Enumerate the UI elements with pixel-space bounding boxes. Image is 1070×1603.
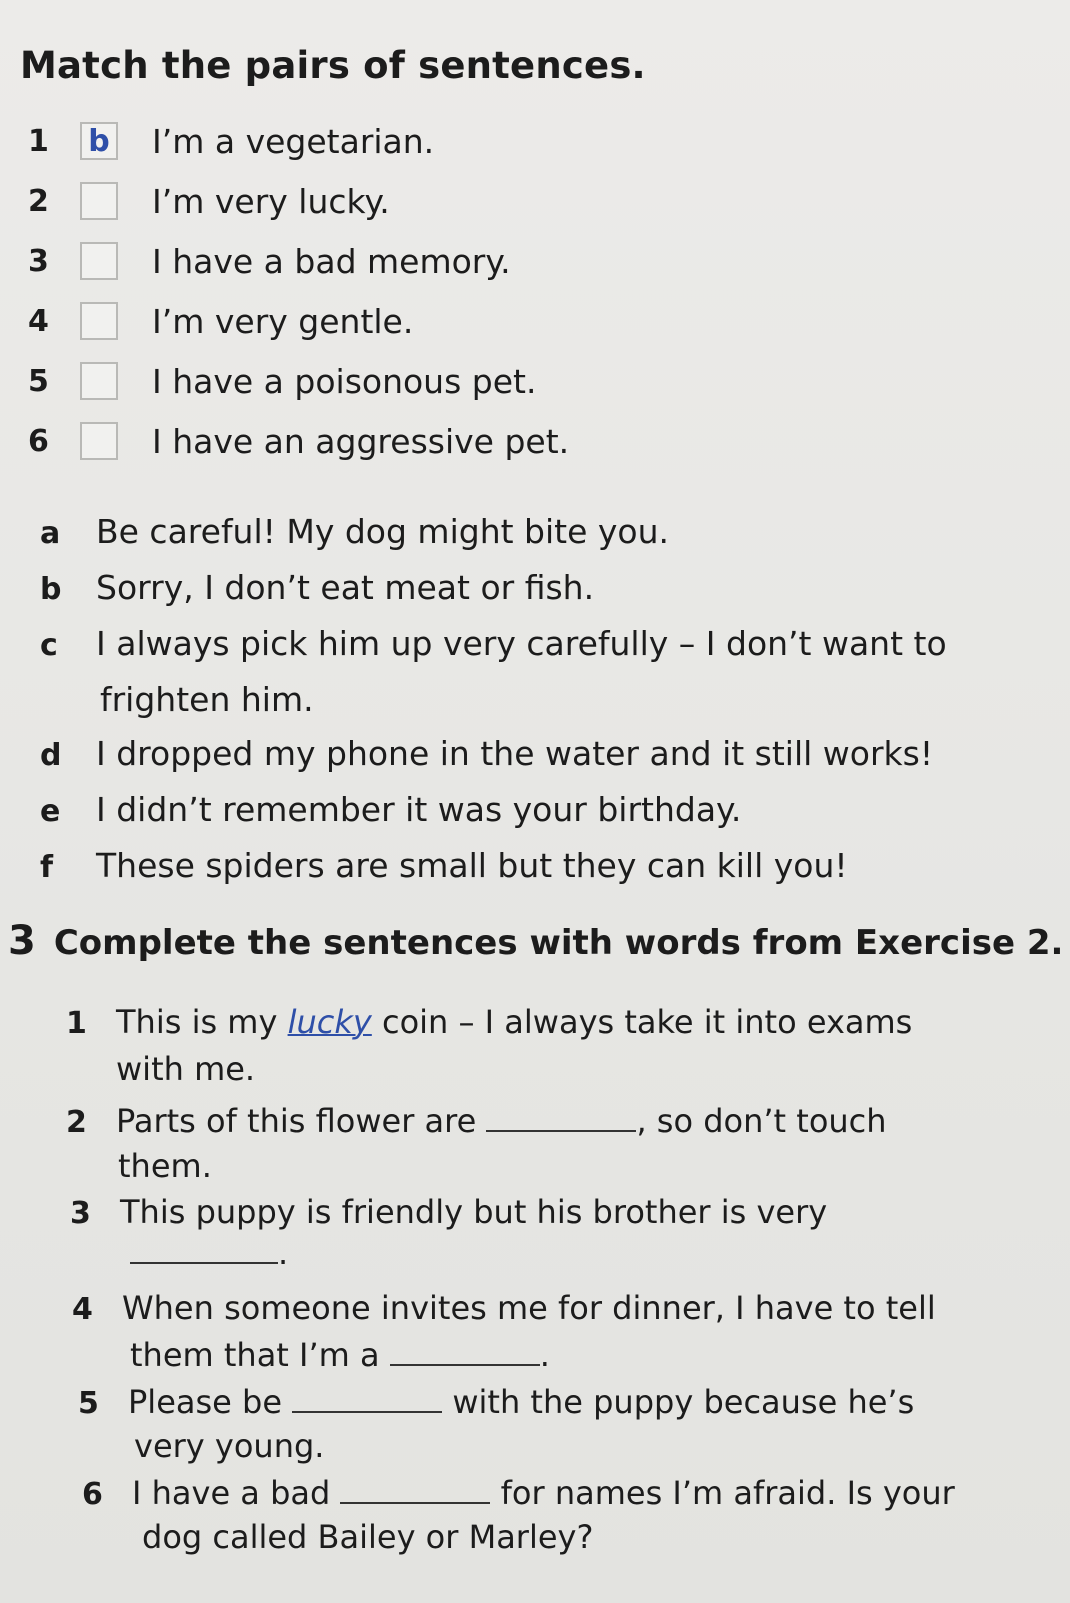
sentence-part: This is my bbox=[116, 1003, 278, 1041]
item-number: 3 bbox=[28, 243, 49, 279]
item-number: 1 bbox=[66, 1006, 87, 1041]
response-letter: e bbox=[40, 794, 61, 829]
match-item-4 bbox=[28, 298, 413, 344]
answer-blank[interactable] bbox=[292, 1381, 442, 1413]
response-letter: c bbox=[40, 628, 58, 663]
response-c-continuation: frighten him. bbox=[100, 680, 314, 719]
match-item-5 bbox=[28, 358, 536, 404]
sentence-part: with the puppy because he’s bbox=[452, 1383, 915, 1421]
sentence-part: Please be bbox=[128, 1383, 283, 1421]
sentence-part: I have a bad bbox=[132, 1474, 331, 1512]
answer-box[interactable] bbox=[80, 362, 118, 400]
response-text: Sorry, I don’t eat meat or fish. bbox=[96, 568, 595, 607]
sentence: I’m a vegetarian. bbox=[152, 121, 435, 161]
sentence-part: Parts of this flower are bbox=[116, 1102, 477, 1140]
answer-blank[interactable] bbox=[130, 1232, 278, 1264]
sentence: I’m very lucky. bbox=[152, 181, 390, 221]
answer-box[interactable] bbox=[80, 422, 118, 460]
item-number: 1 bbox=[28, 123, 49, 159]
sentence: I have a poisonous pet. bbox=[152, 361, 537, 401]
response-letter: d bbox=[40, 738, 62, 773]
answer-blank[interactable] bbox=[486, 1100, 636, 1132]
exercise-3-heading bbox=[8, 918, 1063, 964]
complete-item-5 bbox=[78, 1381, 914, 1421]
response-text: I didn’t remember it was your birthday. bbox=[96, 790, 742, 829]
response-c bbox=[40, 617, 1050, 673]
complete-item-5-cont: very young. bbox=[134, 1427, 325, 1465]
match-item-1 bbox=[28, 118, 434, 164]
sentence-part: . bbox=[278, 1234, 289, 1272]
response-text: I always pick him up very carefully – I don’t want to bbox=[96, 624, 947, 663]
match-item-2 bbox=[28, 178, 390, 224]
item-number: 3 bbox=[70, 1196, 91, 1231]
response-letter: f bbox=[40, 850, 54, 885]
match-item-3 bbox=[28, 238, 511, 284]
response-b bbox=[40, 561, 1050, 617]
item-number: 5 bbox=[28, 363, 49, 399]
response-a bbox=[40, 505, 1050, 561]
sentence-part: This puppy is friendly but his brother is very bbox=[120, 1193, 828, 1231]
item-number: 4 bbox=[28, 303, 49, 339]
answer-field[interactable]: lucky bbox=[287, 1003, 372, 1041]
complete-item-2 bbox=[66, 1100, 887, 1140]
sentence-part: for names I’m afraid. Is your bbox=[500, 1474, 955, 1512]
complete-item-1 bbox=[66, 1003, 912, 1041]
exercise-3-title: Complete the sentences with words from Exercise 2. bbox=[53, 923, 1064, 963]
answer-box[interactable]: b bbox=[80, 122, 118, 160]
complete-item-2-cont: them. bbox=[118, 1147, 212, 1185]
complete-item-6-cont: dog called Bailey or Marley? bbox=[142, 1518, 594, 1556]
sentence: I have a bad memory. bbox=[152, 241, 511, 281]
exercise-2-title: Match the pairs of sentences. bbox=[20, 44, 646, 87]
sentence-part: . bbox=[539, 1336, 550, 1374]
item-number: 2 bbox=[66, 1105, 87, 1140]
answer-blank[interactable] bbox=[390, 1334, 540, 1366]
response-d bbox=[40, 727, 1050, 783]
item-number: 6 bbox=[28, 423, 49, 459]
response-text: These spiders are small but they can kill you! bbox=[96, 846, 848, 885]
response-letter: a bbox=[40, 516, 61, 551]
answer-box[interactable] bbox=[80, 182, 118, 220]
sentence: I’m very gentle. bbox=[152, 301, 414, 341]
complete-item-6 bbox=[82, 1472, 955, 1512]
sentence-part: coin – I always take it into exams bbox=[381, 1003, 913, 1041]
complete-item-3 bbox=[70, 1193, 827, 1231]
response-e bbox=[40, 783, 1050, 839]
complete-item-4-cont bbox=[130, 1334, 550, 1374]
sentence-part: When someone invites me for dinner, I have to tell bbox=[122, 1289, 936, 1327]
sentence-part: , so don’t touch bbox=[636, 1102, 887, 1140]
item-number: 2 bbox=[28, 183, 49, 219]
response-letter: b bbox=[40, 572, 62, 607]
item-number: 5 bbox=[78, 1386, 99, 1421]
item-number: 4 bbox=[72, 1292, 93, 1327]
answer-box[interactable] bbox=[80, 302, 118, 340]
response-text: I dropped my phone in the water and it still works! bbox=[96, 734, 934, 773]
answer-box[interactable] bbox=[80, 242, 118, 280]
complete-item-4 bbox=[72, 1289, 936, 1327]
answer-blank[interactable] bbox=[340, 1472, 490, 1504]
response-f bbox=[40, 839, 1050, 895]
item-number: 6 bbox=[82, 1477, 103, 1512]
response-text: Be careful! My dog might bite you. bbox=[96, 512, 670, 551]
exercise-number: 3 bbox=[8, 918, 36, 964]
match-item-6 bbox=[28, 418, 569, 464]
complete-item-3-cont bbox=[130, 1232, 288, 1272]
sentence: I have an aggressive pet. bbox=[152, 421, 570, 461]
sentence-part: them that I’m a bbox=[130, 1336, 380, 1374]
complete-item-1-cont: with me. bbox=[116, 1050, 256, 1088]
